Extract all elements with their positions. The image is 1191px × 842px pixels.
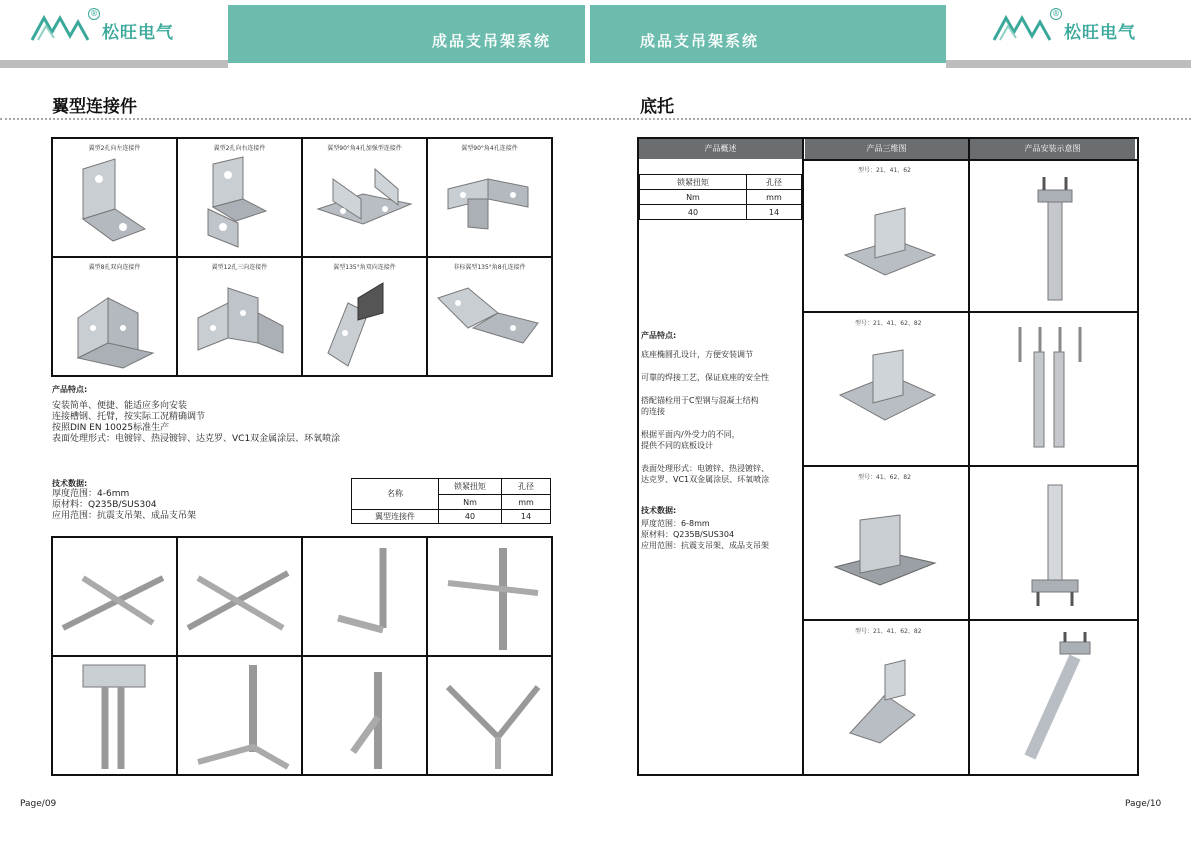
- feature-line: 达克罗、VC1双金属涂层、环氧喷涂: [641, 475, 770, 484]
- name-header: 名称: [352, 479, 439, 510]
- assembly-image: [428, 657, 551, 774]
- row-divider: [804, 619, 1137, 621]
- feature-line: 表面处理形式：电镀锌、热浸镀锌、达克罗、VC1双金属涂层、环氧喷涂: [52, 434, 341, 444]
- right-features: [641, 330, 801, 551]
- left-section-title: 翼型连接件: [52, 97, 137, 117]
- left-features: [52, 384, 340, 445]
- application-image-grid: [51, 536, 553, 776]
- feature-line: 安装简单、便捷、能适应多向安装: [52, 401, 188, 411]
- application-cell: [303, 657, 426, 774]
- bracket-image: [303, 258, 426, 375]
- product-caption: 非标翼型135°角8孔连接件: [453, 264, 526, 271]
- product-cell: [303, 139, 426, 256]
- banner-left: [228, 5, 585, 63]
- column-divider: [802, 139, 804, 774]
- page-number-left: Page/09: [20, 799, 57, 809]
- dotted-divider: [0, 118, 1191, 120]
- column-divider: [968, 139, 970, 774]
- bracket-image: [428, 258, 551, 375]
- torque-unit: Nm: [439, 495, 502, 509]
- tech-line: 原材料：Q235B/SUS304: [641, 530, 735, 539]
- base-3d-image: [830, 505, 940, 595]
- feature-line: 表面处理形式：电镀锌、热浸镀锌、: [641, 464, 769, 473]
- left-tech-data: [52, 478, 196, 522]
- feature-line: 的连接: [641, 407, 665, 416]
- row-divider: [804, 159, 1137, 161]
- row-name: 翼型连接件: [352, 509, 439, 523]
- feature-line: 搭配锚栓用于C型钢与混凝土结构: [641, 396, 759, 405]
- banner-right-title: 成品支吊架系统: [640, 32, 760, 50]
- model-label: 型号：21、41、62、82: [855, 320, 922, 327]
- product-cell: [178, 139, 301, 256]
- header-strip-left: [0, 60, 228, 68]
- hole-unit: mm: [746, 190, 801, 205]
- assembly-image: [303, 657, 426, 774]
- assembly-image: [178, 657, 301, 774]
- product-cell: [53, 258, 176, 375]
- right-spec-table: [639, 174, 802, 220]
- row-divider: [804, 465, 1137, 467]
- product-cell: [428, 139, 551, 256]
- assembly-image: [53, 657, 176, 774]
- header-strip-right: [946, 60, 1191, 68]
- install-diagram-image: [1005, 632, 1100, 762]
- product-caption: 翼型90°角4孔连接件: [461, 145, 518, 152]
- product-caption: 翼型2孔向右连接件: [213, 145, 266, 152]
- assembly-image: [428, 538, 551, 655]
- feature-line: 提供不同的底板设计: [641, 441, 713, 450]
- product-caption: 翼型12孔三向连接件: [211, 264, 268, 271]
- bracket-image: [53, 258, 176, 375]
- banner-left-title: 成品支吊架系统: [431, 32, 551, 50]
- install-diagram-image: [1020, 175, 1090, 305]
- application-cell: [178, 657, 301, 774]
- feature-line: 可靠的焊接工艺，保证底座的安全性: [641, 373, 769, 382]
- header-3d-view: 产品三维图: [805, 139, 968, 159]
- application-cell: [178, 538, 301, 655]
- row-divider: [804, 311, 1137, 313]
- torque-value: 40: [640, 205, 747, 220]
- left-spec-table: [351, 478, 551, 524]
- application-cell: [428, 538, 551, 655]
- tech-line: 厚度范围：4-6mm: [52, 489, 130, 499]
- bracket-image: [303, 139, 426, 256]
- feature-line: 连接槽钢、托臂，按实际工况精确调节: [52, 412, 206, 422]
- header-overview: 产品概述: [639, 139, 802, 159]
- assembly-image: [53, 538, 176, 655]
- application-cell: [428, 657, 551, 774]
- hole-header: 孔径: [502, 479, 551, 495]
- brand-logo-left: [30, 8, 210, 48]
- product-cell: [428, 258, 551, 375]
- tech-line: 厚度范围：6-8mm: [641, 519, 710, 528]
- product-cell: [303, 258, 426, 375]
- base-3d-image: [845, 655, 935, 745]
- application-cell: [53, 657, 176, 774]
- banner-right: [590, 5, 946, 63]
- product-caption: 翼型135°角双向连接件: [333, 264, 396, 271]
- product-cell: [178, 258, 301, 375]
- install-diagram-image: [1020, 480, 1090, 610]
- torque-header: 锁紧扭矩: [439, 479, 502, 495]
- features-title: 产品特点:: [641, 331, 677, 340]
- header-install-diagram: 产品安装示意图: [970, 139, 1135, 159]
- application-cell: [303, 538, 426, 655]
- application-cell: [53, 538, 176, 655]
- product-caption: 翼型90°角4孔加强型连接件: [327, 145, 402, 152]
- model-label: 型号：21、41、62: [858, 167, 911, 174]
- bracket-image: [53, 139, 176, 256]
- registered-mark: ®: [1052, 9, 1060, 18]
- bracket-image: [178, 139, 301, 256]
- torque-value: 40: [439, 509, 502, 523]
- base-3d-image: [840, 200, 940, 285]
- features-title: 产品特点:: [52, 385, 88, 394]
- page-number-right: Page/10: [1125, 799, 1162, 809]
- brand-name: 松旺电气: [1064, 23, 1136, 43]
- feature-line: 按照DIN EN 10025标准生产: [52, 423, 170, 433]
- brand-name: 松旺电气: [102, 23, 174, 43]
- base-3d-image: [835, 345, 940, 435]
- tech-title: 技术数据:: [52, 479, 88, 488]
- install-diagram-image: [1010, 322, 1090, 452]
- hole-value: 14: [746, 205, 801, 220]
- assembly-image: [178, 538, 301, 655]
- model-label: 型号：21、41、62、82: [855, 628, 922, 635]
- tech-line: 应用范围：抗震支吊架、成品支吊架: [52, 511, 197, 521]
- tech-line: 原材料：Q235B/SUS304: [52, 500, 157, 510]
- hole-header: 孔径: [746, 175, 801, 190]
- model-label: 型号：41、62、82: [858, 474, 911, 481]
- hole-unit: mm: [502, 495, 551, 509]
- tech-title: 技术数据:: [641, 506, 677, 515]
- connector-product-grid: [51, 137, 553, 377]
- product-caption: 翼型2孔向左连接件: [88, 145, 141, 152]
- tech-line: 应用范围：抗震支吊架、成品支吊架: [641, 541, 769, 550]
- bracket-image: [428, 139, 551, 256]
- brand-logo-right: [992, 8, 1172, 48]
- registered-mark: ®: [90, 9, 98, 18]
- torque-header: 锁紧扭矩: [640, 175, 747, 190]
- bracket-image: [178, 258, 301, 375]
- hole-value: 14: [502, 509, 551, 523]
- product-cell: [53, 139, 176, 256]
- torque-unit: Nm: [640, 190, 747, 205]
- assembly-image: [303, 538, 426, 655]
- feature-line: 根据平面内/外受力的不同，: [641, 430, 740, 439]
- right-section-title: 底托: [640, 97, 674, 117]
- product-caption: 翼型8孔双向连接件: [88, 264, 141, 271]
- feature-line: 底座椭圆孔设计，方便安装调节: [641, 350, 753, 359]
